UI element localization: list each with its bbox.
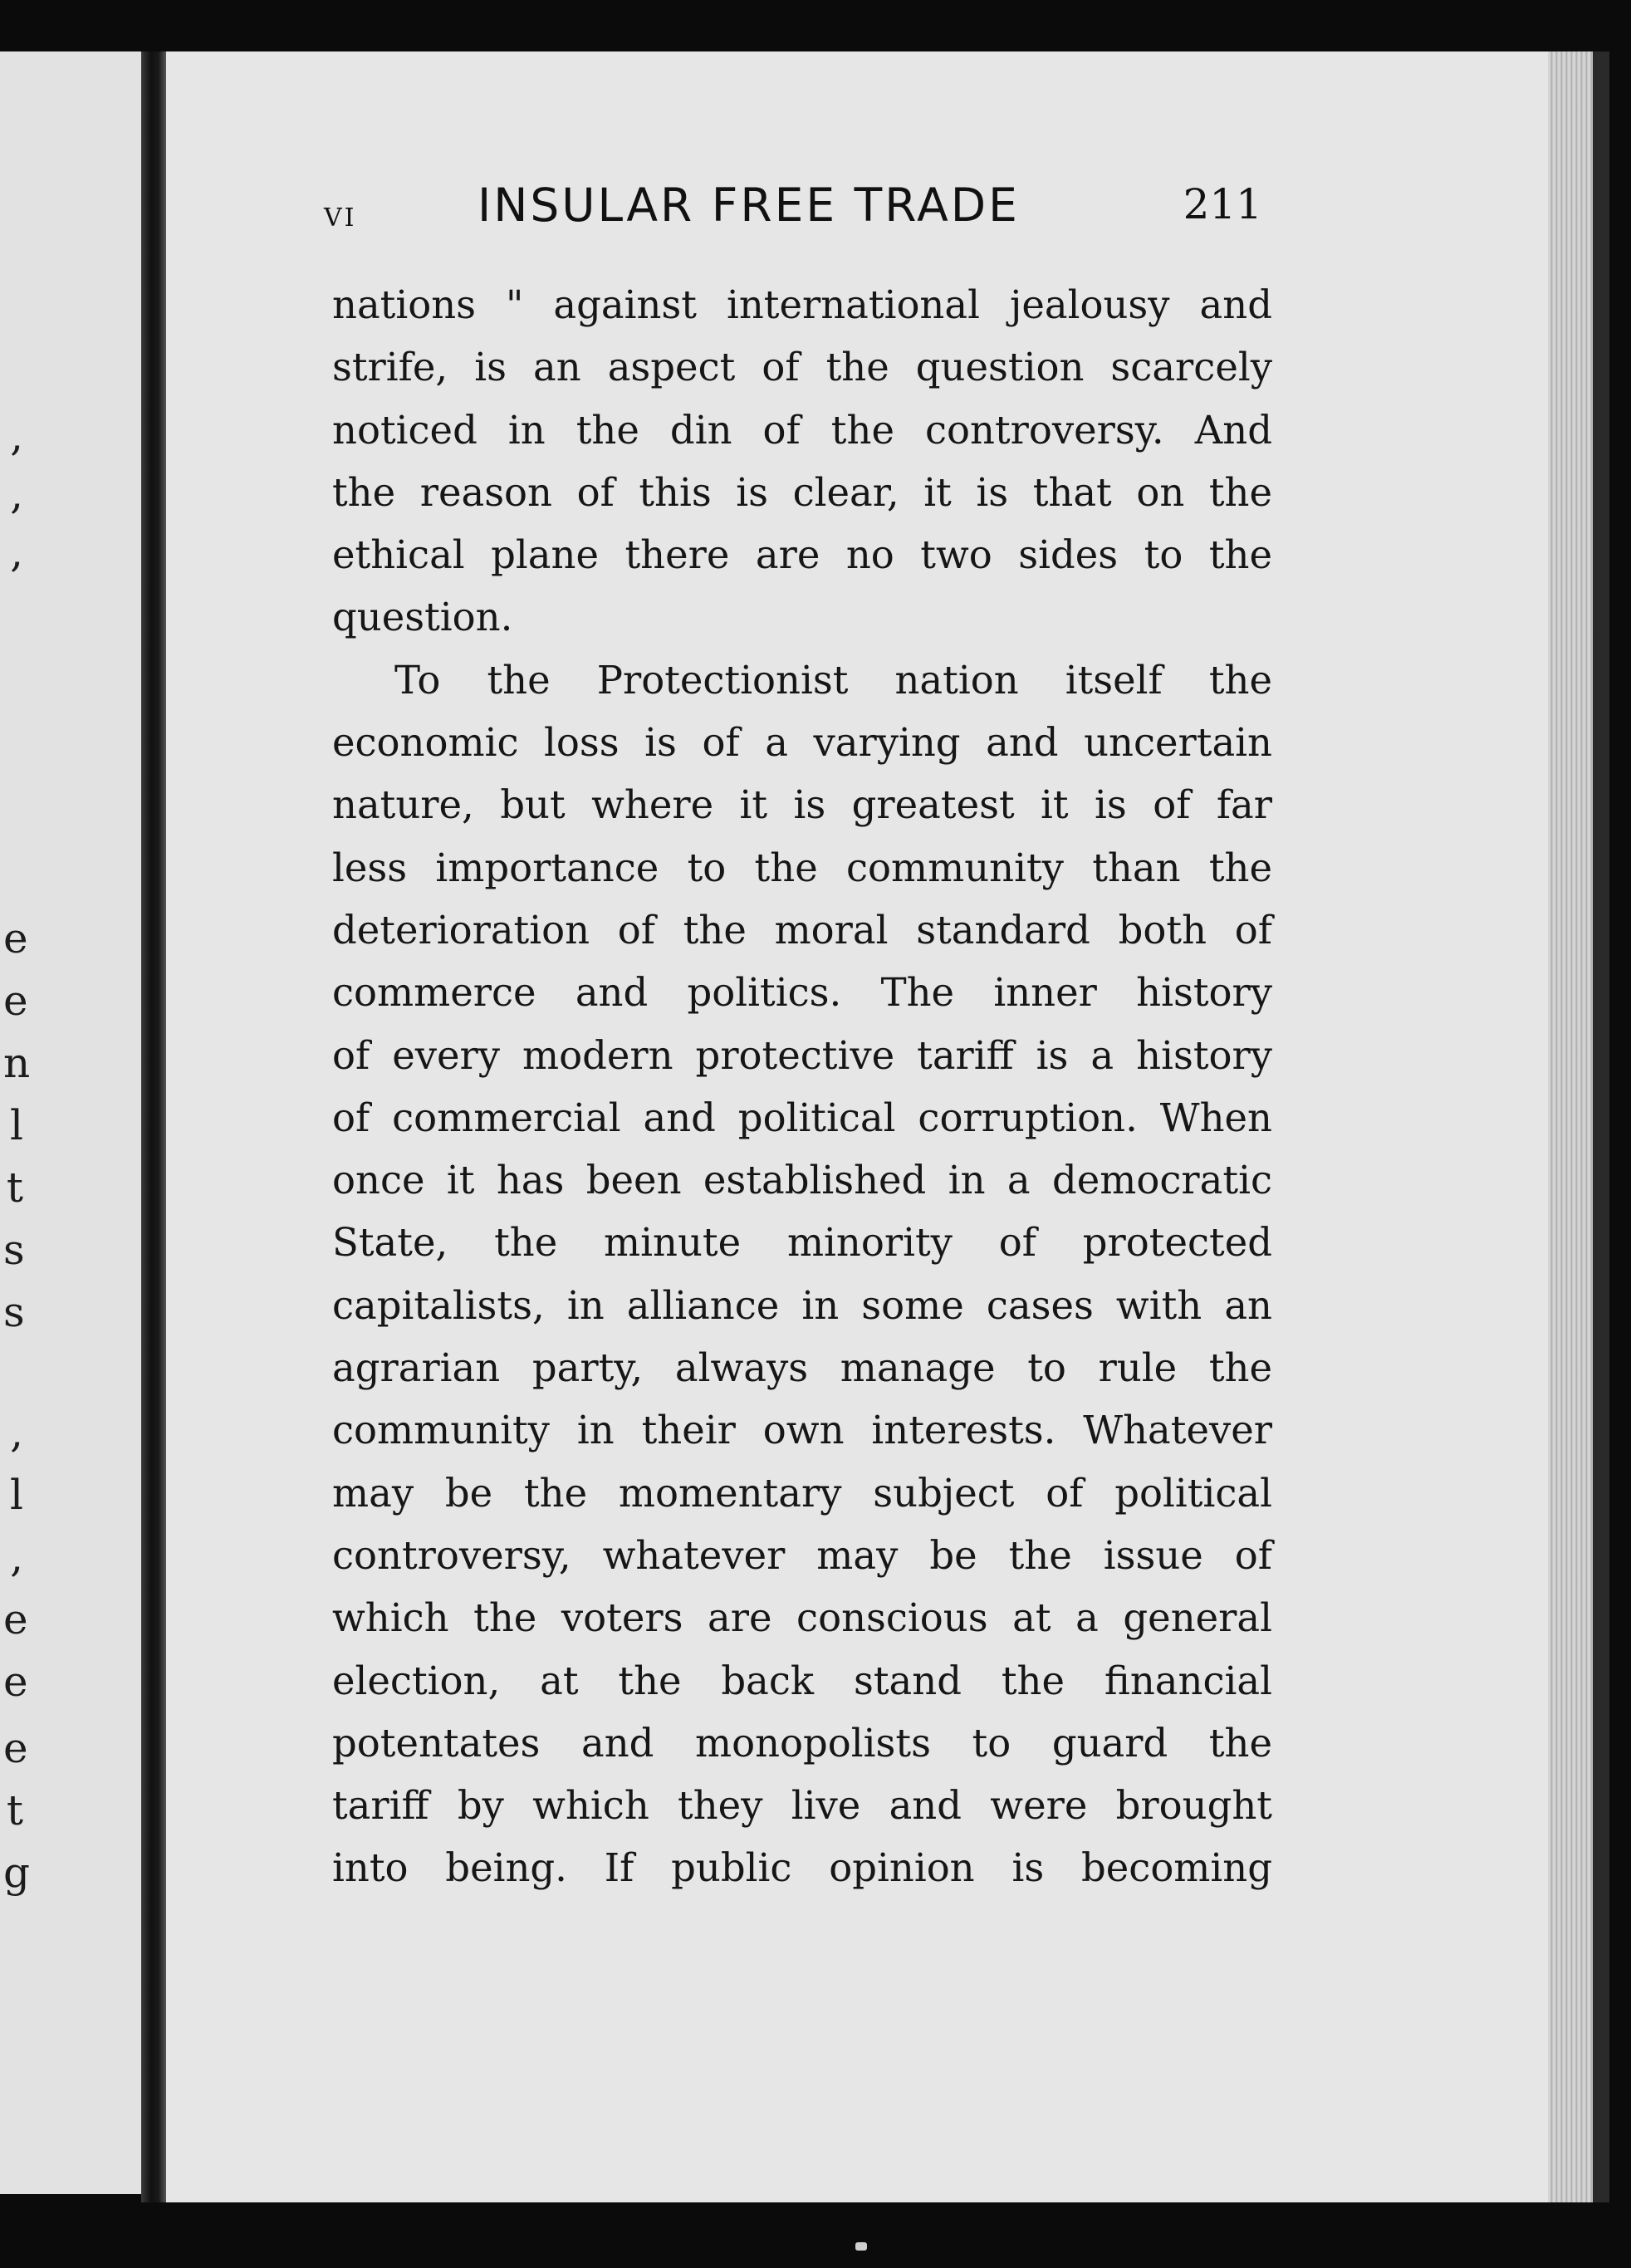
text-line: which the voters are conscious at a general: [332, 1595, 1272, 1641]
text-line: noticed in the din of the controversy. And: [332, 407, 1272, 453]
text-line: commerce and politics. The inner history: [332, 970, 1272, 1016]
left-margin-char: e: [3, 1595, 28, 1643]
left-margin-char: t: [6, 1786, 23, 1834]
left-margin-char: e: [3, 914, 28, 963]
book-cover-edge: [1593, 51, 1609, 2202]
text-line: less importance to the community than the: [332, 845, 1272, 890]
text-line: nations " against international jealousy and: [332, 282, 1272, 327]
left-margin-char: s: [3, 1288, 25, 1336]
text-line: may be the momentary subject of political: [332, 1470, 1272, 1516]
book-gutter: [141, 51, 166, 2202]
left-page-margin-text: [0, 0, 31, 2268]
text-line: of every modern protective tariff is a history: [332, 1032, 1272, 1078]
left-margin-char: t: [6, 1163, 23, 1212]
text-line: State, the minute minority of protected: [332, 1220, 1272, 1266]
text-line: the reason of this is clear, it is that on the: [332, 469, 1272, 515]
page-number: 211: [1183, 180, 1262, 228]
left-margin-char: ,: [10, 1408, 23, 1457]
page-body-text: [332, 274, 1272, 1900]
left-margin-char: ,: [10, 412, 23, 460]
left-margin-char: s: [3, 1226, 25, 1274]
left-margin-char: g: [3, 1849, 31, 1897]
page-edges: [1548, 51, 1598, 2202]
text-line: controversy, whatever may be the issue of: [332, 1532, 1272, 1578]
left-margin-char: ,: [10, 528, 23, 576]
text-line: To the Protectionist nation itself the: [394, 657, 1272, 703]
left-margin-char: e: [3, 1658, 28, 1706]
left-margin-char: l: [10, 1471, 23, 1519]
text-line: once it has been established in a democratic: [332, 1158, 1272, 1203]
left-margin-char: e: [3, 977, 28, 1025]
text-line: economic loss is of a varying and uncertain: [332, 720, 1272, 766]
text-line: of commercial and political corruption. When: [332, 1095, 1272, 1140]
text-line: community in their own interests. Whatever: [332, 1408, 1272, 1453]
left-margin-char: ,: [10, 470, 23, 518]
running-header: [324, 179, 1262, 237]
text-line: agrarian party, always manage to rule the: [332, 1345, 1272, 1391]
scan-artifact: [855, 2242, 867, 2251]
text-line: tariff by which they live and were brought: [332, 1783, 1272, 1829]
left-margin-char: l: [10, 1101, 23, 1149]
chapter-number: VI: [324, 203, 357, 233]
text-line: question.: [332, 595, 513, 640]
text-line: election, at the back stand the financial: [332, 1658, 1272, 1703]
text-line: nature, but where it is greatest it is of far: [332, 782, 1272, 828]
text-line: potentates and monopolists to guard the: [332, 1720, 1272, 1766]
text-line: capitalists, in alliance in some cases with an: [332, 1282, 1272, 1328]
left-margin-char: ,: [10, 1533, 23, 1581]
text-line: deterioration of the moral standard both of: [332, 907, 1272, 953]
left-margin-char: e: [3, 1724, 28, 1772]
text-line: strife, is an aspect of the question scarcely: [332, 345, 1272, 390]
text-line: ethical plane there are no two sides to the: [332, 532, 1272, 578]
running-title: INSULAR FREE TRADE: [478, 179, 1020, 232]
left-margin-char: n: [3, 1039, 31, 1087]
text-line: into being. If public opinion is becoming: [332, 1845, 1272, 1891]
